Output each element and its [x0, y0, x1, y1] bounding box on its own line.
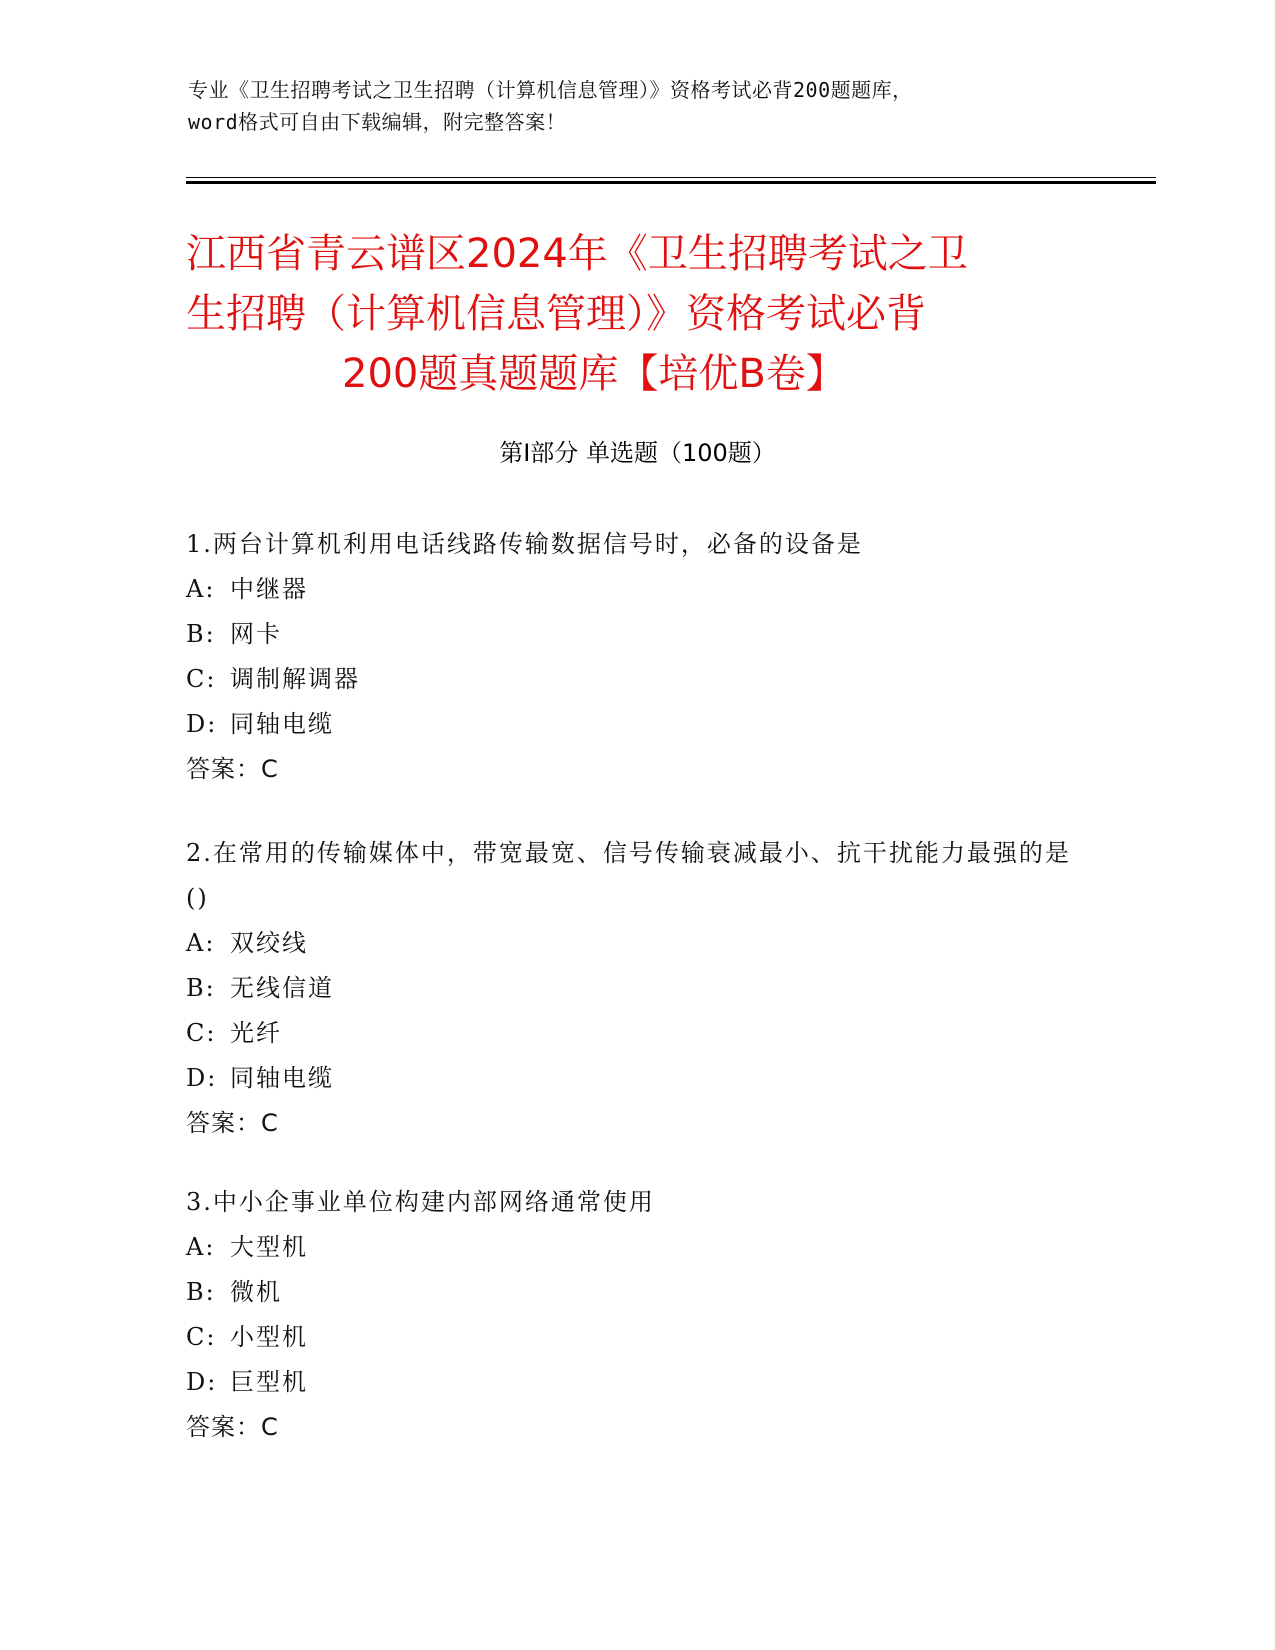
- question-1: [186, 522, 1086, 792]
- header-note: [188, 74, 1088, 138]
- option-letter: A:: [186, 575, 216, 603]
- header-divider-thin: [186, 177, 1156, 178]
- option-letter: D:: [186, 1064, 218, 1092]
- option-letter: B:: [186, 620, 216, 648]
- option-letter: A:: [186, 929, 216, 957]
- option-b: [186, 612, 1086, 657]
- option-a: [186, 921, 1086, 966]
- answer-line: 答案：C: [186, 755, 279, 783]
- option-text: 同轴电缆: [230, 1064, 334, 1092]
- option-text: 微机: [230, 1278, 282, 1306]
- option-text: 双绞线: [230, 929, 308, 957]
- option-text: 中继器: [230, 575, 308, 603]
- option-letter: D:: [186, 1368, 218, 1396]
- option-text: 巨型机: [230, 1368, 308, 1396]
- option-a: [186, 1225, 1086, 1270]
- option-c: [186, 1011, 1086, 1056]
- header-note-line-2: word格式可自由下载编辑，附完整答案！: [188, 110, 567, 134]
- option-c: [186, 1315, 1086, 1360]
- answer-line: 答案：C: [186, 1109, 279, 1137]
- option-text: 小型机: [230, 1323, 308, 1351]
- question-stem: 3.中小企事业单位构建内部网络通常使用: [186, 1188, 655, 1216]
- option-b: [186, 1270, 1086, 1315]
- option-d: [186, 1360, 1086, 1405]
- option-letter: C:: [186, 1019, 217, 1047]
- header-divider-thick: [186, 181, 1156, 184]
- document-title-line-3: 200题真题题库【培优B卷】: [342, 351, 846, 397]
- option-text: 网卡: [230, 620, 282, 648]
- option-letter: A:: [186, 1233, 216, 1261]
- option-letter: C:: [186, 665, 217, 693]
- option-text: 无线信道: [230, 974, 334, 1002]
- option-d: [186, 702, 1086, 747]
- question-stem: 1.两台计算机利用电话线路传输数据信号时，必备的设备是: [186, 530, 863, 558]
- option-text: 同轴电缆: [230, 710, 334, 738]
- header-note-line-1: 专业《卫生招聘考试之卫生招聘（计算机信息管理）》资格考试必背200题题库，: [188, 78, 913, 102]
- document-title-line-2: 生招聘（计算机信息管理）》资格考试必背: [186, 291, 926, 337]
- option-c: [186, 657, 1086, 702]
- option-letter: B:: [186, 974, 216, 1002]
- option-d: [186, 1056, 1086, 1101]
- question-stem: 2.在常用的传输媒体中，带宽最宽、信号传输衰减最小、抗干扰能力最强的是(): [186, 839, 1071, 912]
- document-title: [186, 224, 1086, 404]
- answer-line: 答案：C: [186, 1413, 279, 1441]
- question-3: [186, 1180, 1086, 1450]
- option-letter: D:: [186, 710, 218, 738]
- option-a: [186, 567, 1086, 612]
- option-text: 调制解调器: [230, 665, 360, 693]
- option-text: 大型机: [230, 1233, 308, 1261]
- option-letter: C:: [186, 1323, 217, 1351]
- option-letter: B:: [186, 1278, 216, 1306]
- document-title-line-1: 江西省青云谱区2024年《卫生招聘考试之卫: [186, 231, 968, 277]
- option-text: 光纤: [230, 1019, 282, 1047]
- section-heading: 第Ⅰ部分 单选题（100题）: [499, 439, 776, 467]
- option-b: [186, 966, 1086, 1011]
- question-2: [186, 831, 1086, 1146]
